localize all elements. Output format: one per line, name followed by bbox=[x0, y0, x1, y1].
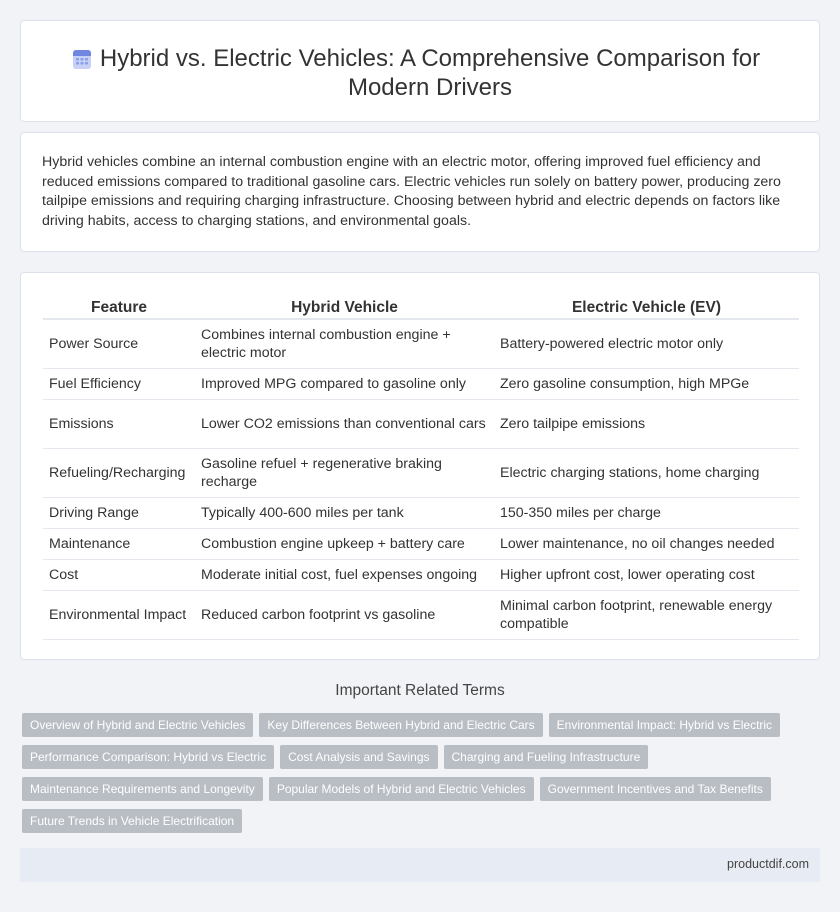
table-row bbox=[43, 560, 799, 591]
related-term-tag[interactable]: Cost Analysis and Savings bbox=[280, 745, 437, 769]
intro-paragraph: Hybrid vehicles combine an internal combustion engine with an electric motor, offering improved fuel efficiency and reduced emissions compared to traditional gasoline cars. Electric vehicles run solely on battery power, producing zero tailpipe emissions and requiring charging infrastructure. Choosing between hybrid and electric depends on factors like driving habits, access to charging stations, and environmental goals. bbox=[42, 154, 781, 229]
related-term-tag[interactable]: Performance Comparison: Hybrid vs Electric bbox=[22, 745, 274, 769]
related-term-tag[interactable]: Key Differences Between Hybrid and Electric Cars bbox=[259, 713, 542, 737]
table-row bbox=[43, 449, 799, 498]
cell-feature: Cost bbox=[43, 560, 195, 591]
related-term-tag[interactable]: Popular Models of Hybrid and Electric Vehicles bbox=[269, 777, 534, 801]
table-row bbox=[43, 400, 799, 449]
cell-ev: Zero tailpipe emissions bbox=[494, 400, 799, 449]
footer bbox=[20, 848, 820, 882]
page-title bbox=[61, 44, 799, 102]
tag-row bbox=[22, 745, 802, 769]
cell-hybrid: Gasoline refuel + regenerative braking recharge bbox=[195, 449, 494, 498]
cell-feature: Refueling/Recharging bbox=[43, 449, 195, 498]
related-term-tag[interactable]: Government Incentives and Tax Benefits bbox=[540, 777, 771, 801]
page-title-line1: Hybrid vs. Electric Vehicles: A Comprehensive Comparison for bbox=[99, 45, 761, 72]
tag-row bbox=[22, 777, 802, 801]
header-card bbox=[20, 20, 820, 122]
cell-hybrid: Moderate initial cost, fuel expenses ongoing bbox=[195, 560, 494, 591]
related-terms-list bbox=[22, 713, 802, 841]
cell-hybrid: Lower CO2 emissions than conventional cars bbox=[195, 400, 494, 449]
table-header-row bbox=[43, 295, 799, 320]
related-terms-heading: Important Related Terms bbox=[335, 682, 505, 699]
intro-card bbox=[20, 132, 820, 252]
table-row bbox=[43, 498, 799, 529]
cell-hybrid: Typically 400-600 miles per tank bbox=[195, 498, 494, 529]
cell-feature: Power Source bbox=[43, 320, 195, 369]
cell-ev: Electric charging stations, home charging bbox=[494, 449, 799, 498]
related-term-tag[interactable]: Environmental Impact: Hybrid vs Electric bbox=[549, 713, 780, 737]
tag-row bbox=[22, 809, 802, 833]
comparison-table bbox=[43, 295, 799, 640]
footer-site-link[interactable]: productdif.com bbox=[727, 857, 809, 871]
cell-ev: Battery-powered electric motor only bbox=[494, 320, 799, 369]
cell-hybrid: Reduced carbon footprint vs gasoline bbox=[195, 591, 494, 640]
cell-ev: 150-350 miles per charge bbox=[494, 498, 799, 529]
related-term-tag[interactable]: Maintenance Requirements and Longevity bbox=[22, 777, 263, 801]
cell-hybrid: Improved MPG compared to gasoline only bbox=[195, 369, 494, 400]
cell-hybrid: Combines internal combustion engine + electric motor bbox=[195, 320, 494, 369]
table-row bbox=[43, 591, 799, 640]
cell-feature: Fuel Efficiency bbox=[43, 369, 195, 400]
cell-ev: Zero gasoline consumption, high MPGe bbox=[494, 369, 799, 400]
related-term-tag[interactable]: Charging and Fueling Infrastructure bbox=[444, 745, 649, 769]
cell-ev: Lower maintenance, no oil changes needed bbox=[494, 529, 799, 560]
cell-ev: Higher upfront cost, lower operating cost bbox=[494, 560, 799, 591]
comparison-table-card bbox=[20, 272, 820, 660]
header-hybrid: Hybrid Vehicle bbox=[195, 295, 494, 320]
cell-feature: Maintenance bbox=[43, 529, 195, 560]
cell-ev: Minimal carbon footprint, renewable energy compatible bbox=[494, 591, 799, 640]
header-feature: Feature bbox=[43, 295, 195, 320]
cell-feature: Environmental Impact bbox=[43, 591, 195, 640]
cell-feature: Emissions bbox=[43, 400, 195, 449]
related-term-tag[interactable]: Overview of Hybrid and Electric Vehicles bbox=[22, 713, 253, 737]
cell-hybrid: Combustion engine upkeep + battery care bbox=[195, 529, 494, 560]
table-row bbox=[43, 529, 799, 560]
cell-feature: Driving Range bbox=[43, 498, 195, 529]
table-row bbox=[43, 369, 799, 400]
table-row bbox=[43, 320, 799, 369]
tag-row bbox=[22, 713, 802, 737]
header-ev: Electric Vehicle (EV) bbox=[494, 295, 799, 320]
page-title-line2: Modern Drivers bbox=[347, 74, 513, 101]
related-term-tag[interactable]: Future Trends in Vehicle Electrification bbox=[22, 809, 242, 833]
